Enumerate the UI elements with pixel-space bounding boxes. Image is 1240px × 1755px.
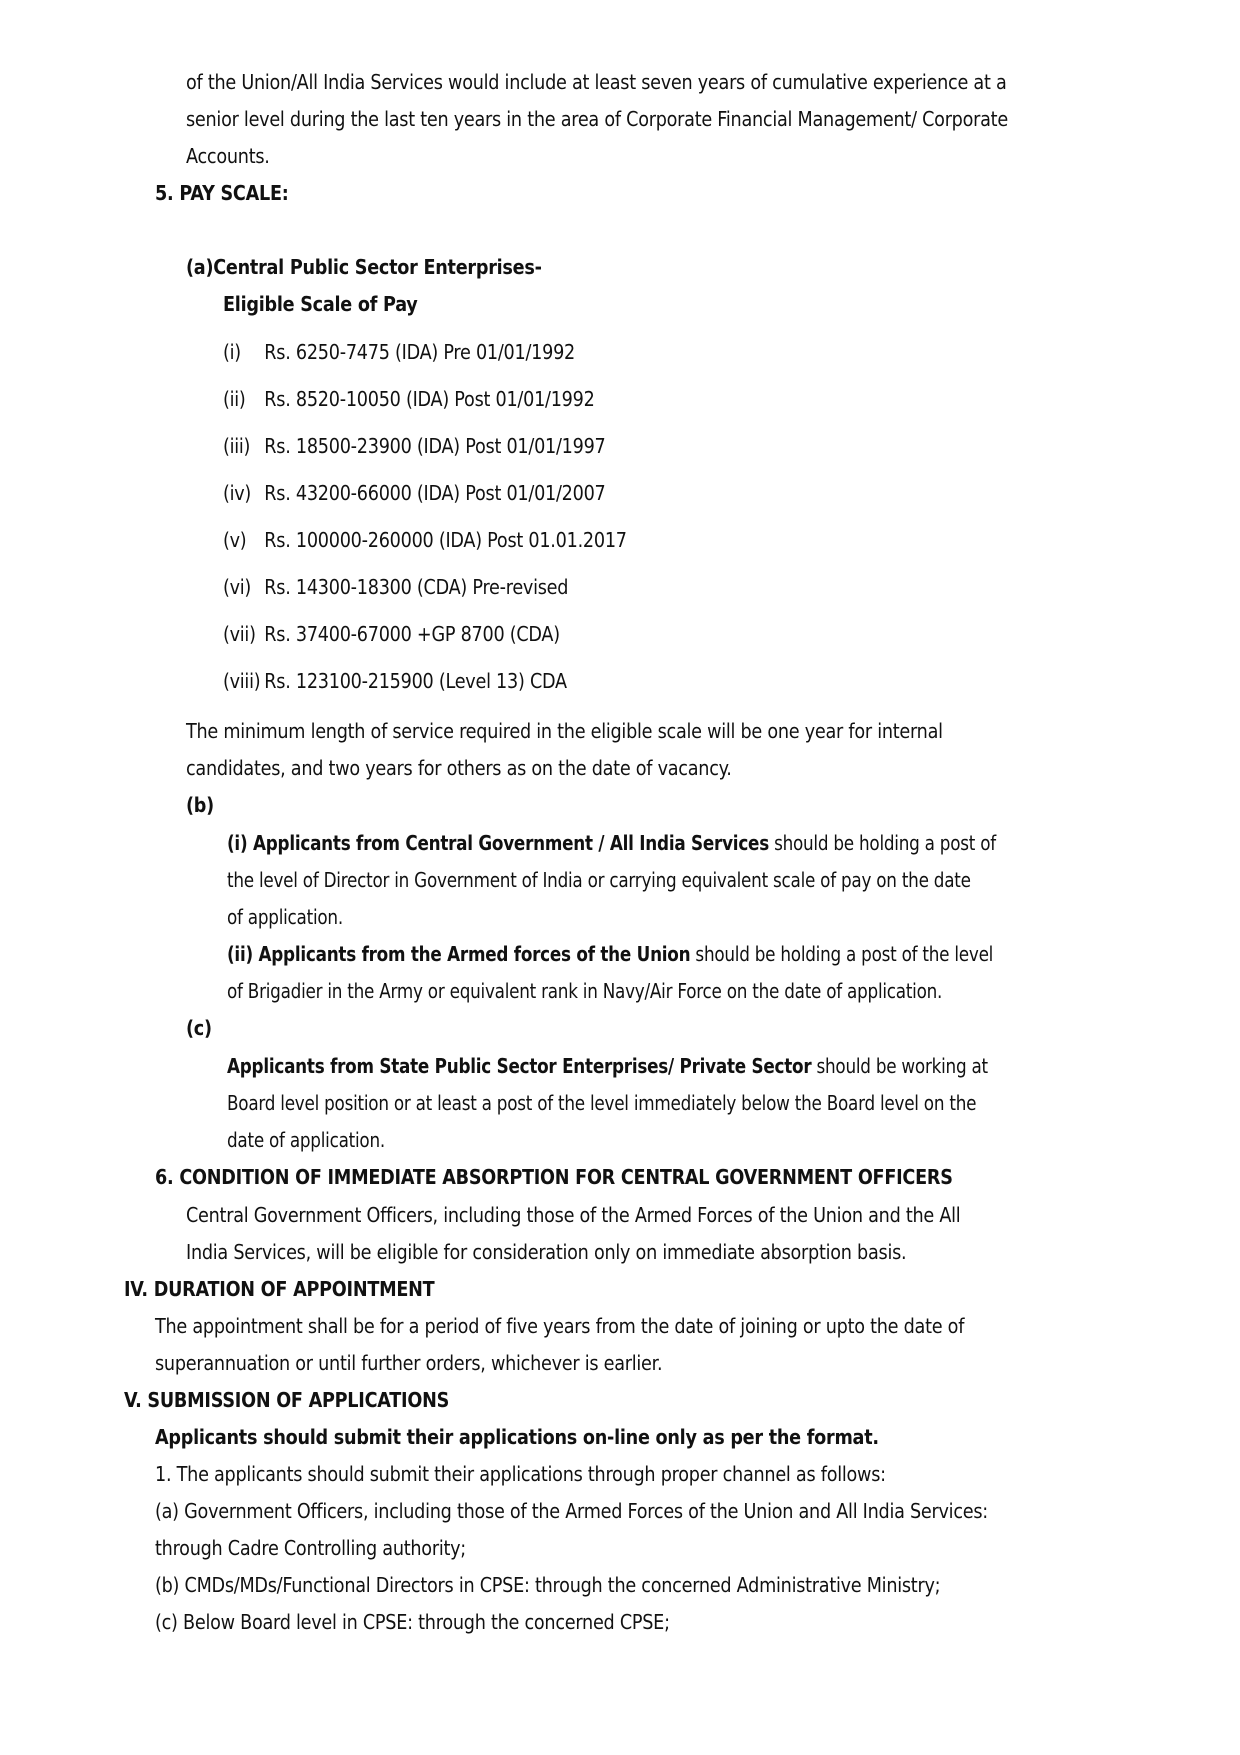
pay-scale-item: (iv) Rs. 43200-66000 (IDA) Post 01/01/2007 bbox=[223, 481, 606, 505]
min-service-line-1: The minimum length of service required in the eligible scale will be one year for internal bbox=[186, 719, 943, 743]
pay-scale-item: (ii) Rs. 8520-10050 (IDA) Post 01/01/1992 bbox=[223, 387, 595, 411]
sub-b-ii-line-2: of Brigadier in the Army or equivalent rank in Navy/Air Force on the date of application. bbox=[227, 979, 943, 1003]
duration-line-1: The appointment shall be for a period of five years from the date of joining or upto the date of bbox=[155, 1314, 965, 1338]
duration-line-2: superannuation or until further orders, whichever is earlier. bbox=[155, 1351, 663, 1375]
eligible-scale-subheading: Eligible Scale of Pay bbox=[223, 292, 418, 316]
pay-scale-item: (i) Rs. 6250-7475 (IDA) Pre 01/01/1992 bbox=[223, 340, 575, 364]
absorption-heading: 6. CONDITION OF IMMEDIATE ABSORPTION FOR CENTRAL GOVERNMENT OFFICERS bbox=[155, 1165, 953, 1189]
pay-scale-item: (vii) Rs. 37400-67000 +GP 8700 (CDA) bbox=[223, 622, 560, 646]
pay-scale-item: (v) Rs. 100000-260000 (IDA) Post 01.01.2017 bbox=[223, 528, 627, 552]
submission-line-3: through Cadre Controlling authority; bbox=[155, 1536, 466, 1560]
sub-c-line-2: Board level position or at least a post of the level immediately below the Board level on the bbox=[227, 1091, 977, 1115]
sub-b-i-line-3: of application. bbox=[227, 905, 343, 929]
pay-scale-heading: 5. PAY SCALE: bbox=[155, 181, 289, 205]
sub-c-line-3: date of application. bbox=[227, 1128, 385, 1152]
absorption-line-1: Central Government Officers, including those of the Armed Forces of the Union and the All bbox=[186, 1203, 961, 1227]
submission-online-note: Applicants should submit their applications on-line only as per the format. bbox=[155, 1425, 879, 1449]
intro-line-1: of the Union/All India Services would include at least seven years of cumulative experience at a bbox=[186, 70, 1007, 94]
min-service-line-2: candidates, and two years for others as on the date of vacancy. bbox=[186, 756, 732, 780]
pay-scale-item: (vi) Rs. 14300-18300 (CDA) Pre-revised bbox=[223, 575, 569, 599]
sub-c-label: (c) bbox=[186, 1016, 212, 1040]
pay-scale-item: (viii) Rs. 123100-215900 (Level 13) CDA bbox=[223, 669, 567, 693]
submission-line-4: (b) CMDs/MDs/Functional Directors in CPSE: through the concerned Administrative Ministry; bbox=[155, 1573, 941, 1597]
duration-heading: IV. DURATION OF APPOINTMENT bbox=[124, 1277, 435, 1301]
sub-b-i-line-1: (i) Applicants from Central Government / All India Services should be holding a post of bbox=[227, 831, 996, 855]
absorption-line-2: India Services, will be eligible for consideration only on immediate absorption basis. bbox=[186, 1240, 907, 1264]
cpse-subheading: (a)Central Public Sector Enterprises- bbox=[186, 255, 542, 279]
intro-line-3: Accounts. bbox=[186, 144, 270, 168]
intro-line-2: senior level during the last ten years in the area of Corporate Financial Management/ Corporate bbox=[186, 107, 1008, 131]
sub-b-label: (b) bbox=[186, 793, 214, 817]
sub-b-i-line-2: the level of Director in Government of India or carrying equivalent scale of pay on the date bbox=[227, 868, 971, 892]
sub-b-ii-line-1: (ii) Applicants from the Armed forces of the Union should be holding a post of the level bbox=[227, 942, 994, 966]
submission-heading: V. SUBMISSION OF APPLICATIONS bbox=[124, 1388, 450, 1412]
sub-c-line-1: Applicants from State Public Sector Enterprises/ Private Sector should be working at bbox=[227, 1054, 988, 1078]
pay-scale-item: (iii) Rs. 18500-23900 (IDA) Post 01/01/1997 bbox=[223, 434, 606, 458]
submission-line-1: 1. The applicants should submit their applications through proper channel as follows: bbox=[155, 1462, 886, 1486]
submission-line-2: (a) Government Officers, including those of the Armed Forces of the Union and All India Services: bbox=[155, 1499, 988, 1523]
submission-line-5: (c) Below Board level in CPSE: through the concerned CPSE; bbox=[155, 1610, 670, 1634]
